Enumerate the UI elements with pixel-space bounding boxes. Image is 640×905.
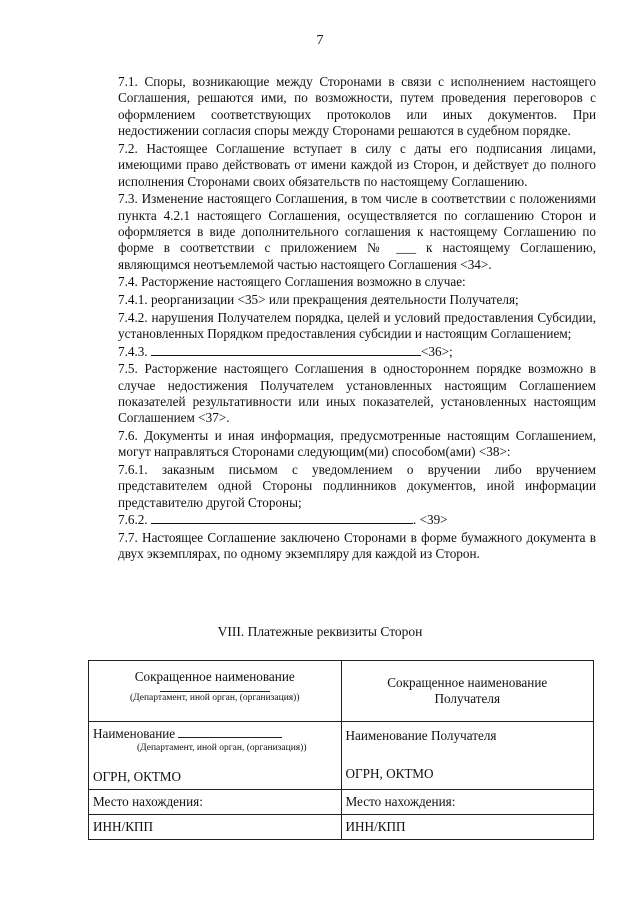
left-header-note: (Департамент, иной орган, (организация))	[130, 693, 300, 703]
right-place-cell	[341, 790, 594, 815]
paragraph-7-4-1: 7.4.1. реорганизации <35> или прекращения деятельности Получателя;	[118, 292, 519, 308]
section-title: VIII. Платежные реквизиты Сторон	[217, 624, 423, 639]
paragraph-7-4-3-number: 7.4.3.	[118, 343, 148, 359]
paragraph-7-1: 7.1. Споры, возникающие между Сторонами в связи с исполнением настоящего Соглашения, решаются ими, по возможности, путем проведения переговоров с оформлением соответствующих протоколов или иных документов. При недостижении согласия споры между Сторонами решаются в судебном порядке.	[118, 74, 596, 139]
paragraph-7-3: 7.3. Изменение настоящего Соглашения, в том числе в соответствии с положениями пункта 4.2.1 настоящего Соглашения, осуществляется по соглашению Сторон и оформляется в виде дополнительного соглашения к настоящему Соглашению по форме в соответствии с приложением № ___ к настоящему Соглашению, являющимся неотъемлемой частью настоящего Соглашения <34>.	[118, 191, 596, 272]
left-place-cell	[89, 790, 342, 815]
right-inn-cell	[341, 815, 594, 840]
left-place-label: Место нахождения:	[93, 794, 203, 809]
right-inn-label: ИНН/КПП	[345, 819, 406, 834]
left-header-cell	[89, 661, 342, 722]
right-ogrn: ОГРН, ОКТМО	[345, 766, 434, 781]
left-name-label: Наименование	[93, 726, 176, 741]
paragraph-7-6: 7.6. Документы и иная информация, предусмотренные настоящим Соглашением, могут направляться Сторонами следующим(ми) способом(ами) <38>:	[118, 428, 596, 460]
right-name-cell	[341, 722, 594, 790]
left-ogrn: ОГРН, ОКТМО	[93, 769, 182, 784]
left-name-line	[93, 726, 337, 742]
left-name-cell	[89, 722, 342, 790]
payment-details-table	[88, 660, 594, 840]
paragraph-7-4-3-blank	[151, 355, 421, 356]
paragraph-7-5: 7.5. Расторжение настоящего Соглашения в одностороннем порядке возможно в случае недостижения Получателем установленных настоящим Соглашением показателей результативности или иных показателей, установленных настоящим Соглашением <37>.	[118, 361, 596, 426]
paragraph-7-4: 7.4. Расторжение настоящего Соглашения возможно в случае:	[118, 274, 466, 290]
paragraph-7-6-2	[118, 512, 596, 528]
left-inn-cell	[89, 815, 342, 840]
paragraph-7-6-2-number: 7.6.2.	[118, 512, 148, 528]
right-name-label: Наименование Получателя	[345, 728, 497, 743]
right-header-cell	[341, 661, 594, 722]
paragraph-7-6-1: 7.6.1. заказным письмом с уведомлением о вручении либо вручением представителем одной Стороны подлинников документов, иной информации представителю другой Стороны;	[118, 462, 596, 510]
right-place-label: Место нахождения:	[345, 794, 456, 809]
table-row	[89, 790, 594, 815]
right-header: Сокращенное наименование Получателя	[387, 675, 548, 706]
table-row	[89, 661, 594, 722]
paragraph-7-6-2-footnote: . <39>	[412, 512, 448, 528]
paragraph-7-6-2-blank	[151, 523, 413, 524]
left-inn-label: ИНН/КПП	[93, 819, 154, 834]
agreement-section-7	[118, 74, 596, 564]
paragraph-7-7: 7.7. Настоящее Соглашение заключено Сторонами в форме бумажного документа в двух экземплярах, по одному экземпляру для каждой из Сторон.	[118, 530, 596, 562]
paragraph-7-4-3-footnote: <36>;	[420, 343, 453, 359]
paragraph-7-4-2: 7.4.2. нарушения Получателем порядка, целей и условий предоставления Субсидии, установленных Порядком предоставления субсидии и настоящим Соглашением;	[118, 309, 596, 342]
left-name-note: (Департамент, иной орган, (организация))	[137, 743, 307, 753]
left-name-field	[178, 726, 282, 738]
left-header: Сокращенное наименование	[134, 669, 295, 684]
page-number: 7	[316, 33, 324, 48]
paragraph-7-4-3	[118, 344, 596, 360]
table-row	[89, 815, 594, 840]
paragraph-7-2: 7.2. Настоящее Соглашение вступает в силу с даты его подписания лицами, имеющими право действовать от имени каждой из Сторон, и действует до полного исполнения Сторонами своих обязательств по настоящему Соглашению.	[118, 140, 596, 189]
table-row	[89, 722, 594, 790]
